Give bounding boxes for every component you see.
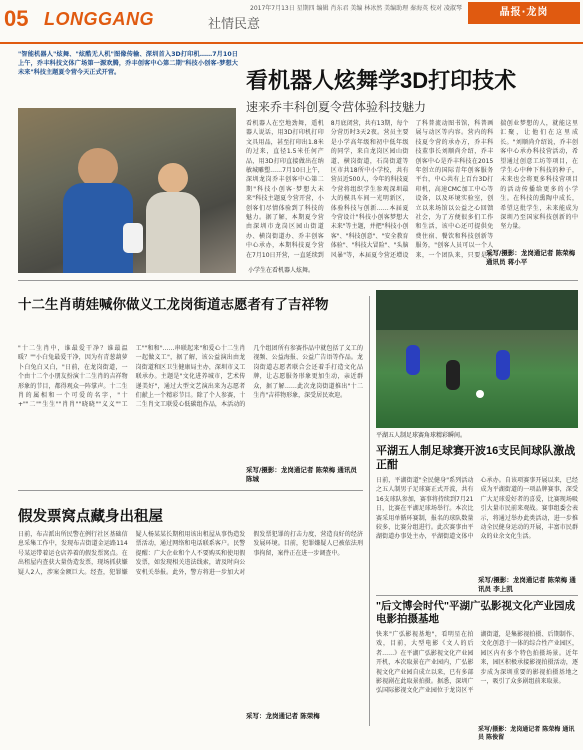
page-number: 05 (4, 6, 29, 31)
divider (18, 280, 578, 281)
football-photo (376, 290, 578, 428)
article2-body: "十二生肖中，谁最爱干净？谁最温暖？""小白兔最爱干净，因为有青葱葫萝卜白兔白又白，"日前，在龙岗街道，一个由十二个小朋友扮演十二生肖的吉祥物形象的节目，都得观众一阵掌声。十二生肖的属相和一个可爱的名字，"十+""二""生生""肖肖""晓晓""义义""工工""和和"……串联起来"和爱心十二生肖一起做义工"，据了解，该公益演出由龙岗街道和区卫生健康局主办，深圳市义工联承办。主题是"文化进养城市，艺术传递美好"，通过大型文艺演出来为志愿者们献上一个精彩节目。除了个人参赛，十二生肖文工联爱心低碳组作品，本活动的几个组团所有参赛作品中就包括了义工的视频、公益海报、公益广告语等作品。龙岗街道志愿者联合会还着手打造文化品牌，让志愿服务形象更加生动，亲近群众，据了解……此次龙岗街道推出"十二生肖"吉祥物形象，深受居民欢迎。 (18, 345, 363, 409)
lead-paragraph: "智能机器人"炫舞、"炫酷无人机"图像传输、深圳首入3D打印机……7月10日上午，乔丰科技文体广场第一源欢腾，乔丰创客中心第二期"科技小创客·梦想大未来"科技主题夏令营今天正式开营。 (18, 51, 238, 76)
main-photo-caption: 小学生在看机器人炫舞。 (248, 267, 315, 274)
section-name-cn: 社情民意 (208, 17, 261, 32)
article4-body: 日前，平湖街道"全民健身"系列活动之五人制男子足球赛正式开波，共有16支球队参加，赛事将持续到7月21日，比赛在平湖足球场举行。本次比赛采用单循环赛制，报名的球队数量较多，比赛分组进行。此次赛事由平湖街道办事处主办，平湖街道文体中心承办。自该项赛事开展以来，已经成为平湖街道的一项品牌赛事，深受广大足球爱好者的喜爱，比赛现场吸引大量市民前来观战。赛事组委会表示，将通过举办此类活动，进一步推动全民健身运动的开展，丰富市民群众的业余文化生活。 (376, 477, 578, 541)
article3-credit: 采写：龙岗通记者 陈荣梅 (246, 712, 320, 720)
article4-credit: 采写/摄影：龙岗通记者 陈荣梅 通讯员 李上凯 (478, 576, 576, 593)
brand-logo: 晶报·龙岗 (468, 2, 580, 24)
article5-credit: 采写/摄影：龙岗通记者 陈荣梅 通讯员 陈俊留 (478, 726, 575, 741)
dateline: 2017年7月13日 星期四 编辑 肖东君 美编 林冰然 美编助理 秦海英 校对 凌淑琴 (250, 5, 462, 12)
column-divider (369, 296, 370, 726)
main-article-credit: 采写/摄影：龙岗通记者 陈荣梅 通讯员 蒋小平 (486, 249, 576, 266)
main-article-body: 看机器人在空地劲舞，遥机器人说话，用3D打印机打印文具用品，甚至打印出1.8米的过来，直径1.5米任何产品，用3D打印直接做出在纳敏城雕塑……7月10日上午，深圳龙岗乔丰创客中心第二期"科技小创客·梦想大未来"科技主题夏令营开营，小创客们尽情体验到了科技的魅力。据了解，本期夏令营由深圳市龙岗区园山街道办、横岗街道办、乔丰创客中心承办，本期科技夏令营在7月10日开营，一直延续到8月底闭营，共有13期，每个分营历时3天2夜。营员主要是小学高年级和初中低年级的同学，来自龙岗区园山街道、横岗街道，石岗街道等区市共18所中小学校，共有营员近500人，今年的科技夏令营将组织学生参观深圳最大的模具车间一光明新区，体验科技与创新……本届夏令营设计"科技小创客梦想大未来"等主题，并把"科技小创客"、"科技创意"、"安全教育体验"、"科技大冒险"、"头脑风暴"等，本届夏令营还增设了科普流动图书馆，科普画展与动区等内容。营内的科技夏令营的承办方，乔丰科技董事长刘顺尚介绍，乔丰创客中心是乔丰科技在2015年创立的国际青年创客服务平台，中心共有上百台3D打印机，高速CMC加工中心等设备，以及环境实验室，创立以来场馆以公益之心回馈社会，为了方便很多们工作和生活，该中心还可提供免费住宿、餐饮和科技创新等服务，"创客人员可以一个人来，一个团队来，只要是怀揣创业梦想的人，就能这里汇聚，让他们在这里成长。"刘顺尚介绍说，乔丰创客中心承办科技营活动，希望通过创意工坊等项目，在学生心中种下科技的种子，未来也会将更多科技营项目的活动传播给更多的小学生。在科技的熏陶中成长，希望这批学生，未来能成为深圳乃至国家科技创新的中坚力量。 (246, 120, 578, 259)
article2-credit: 采写/摄影：龙岗通记者 陈荣梅 通讯员 陈城 (246, 466, 357, 483)
article4-title: 平湖五人制足球赛开波16支民间球队激战正酣 (376, 445, 576, 471)
article2-title: 十二生肖萌娃喊你做义工龙岗街道志愿者有了吉祥物 (18, 297, 329, 312)
divider (376, 595, 578, 596)
main-article-title: 看机器人炫舞学3D打印技术 (246, 68, 517, 93)
article3-body: 日前，布吉派出所民警在例行社区基础信息采集工作中，发现布吉街道金运路114号某运带着运仓店养着的假发票窝点。在出租屋内查获大量伪造发票，现场抓获嫌疑人2人，涉案金额巨大。经查，犯罪嫌疑人杨某某长期租用该出租屋从事伪造发票活动，通过网络和电话联系客户。民警提醒：广大企业和个人不要购买和使用假发票，如发现相关违法线索，请及时向公安机关举报。此外，警方将进一步加大对假发票犯罪的打击力度，营造良好的经济发展环境。目前，犯罪嫌疑人已被依法刑事拘留，案件正在进一步调查中。 (18, 531, 363, 576)
divider (18, 490, 363, 491)
article5-title: "后文博会时代"平湖广弘影视文化产业园成电影拍摄基地 (376, 600, 575, 625)
robot-photo (18, 108, 236, 273)
header-rule (0, 42, 583, 44)
article3-title: 假发票窝点藏身出租屋 (18, 509, 163, 525)
football-photo-caption: 平湖五人制足球赛角球精彩瞬间。 (376, 432, 467, 439)
page-header (0, 0, 583, 44)
main-article-subtitle: 速来乔丰科创夏令营体验科技魅力 (246, 100, 427, 114)
section-name: LONGGANG (44, 9, 154, 29)
article5-body: 快来"广弘影视基地"，看明星在拍戏，目前，大型电影《文人的后者……》在平湖广弘影视文化产业园开机，本次取景在产业园内，广弘影视文化产业园自成立以来，已有多部影视剧在此取景拍摄。据悉，深圳广弘国际影视文化产业园位于龙岗区平湖街道，是集影视拍摄、后期制作、文化创意于一体的综合性产业园区，园区内有多个特色拍摄场景。近年来，园区积极承接影视拍摄活动，逐步成为深圳重要的影视拍摄基地之一，吸引了众多剧组前来取景。 (376, 631, 578, 695)
